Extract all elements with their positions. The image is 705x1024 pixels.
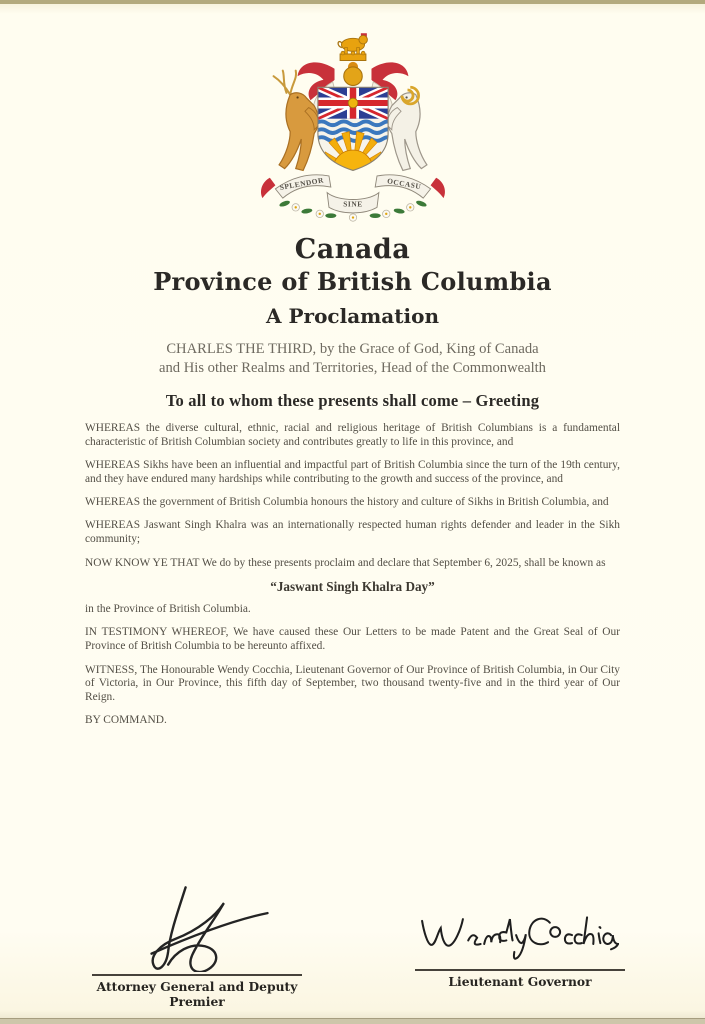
royal-style: [0, 340, 705, 378]
crest-lion: [338, 33, 367, 60]
testimony-paragraph: IN TESTIMONY WHEREOF, We have caused these Our Letters to be made Patent and the Great Seal of Our Province of British Columbia to be hereunto affixed.: [85, 626, 620, 653]
proclaimed-day-title: “Jaswant Singh Khalra Day”: [270, 578, 435, 594]
royal-style-line1: CHARLES THE THIRD, by the Grace of God, King of Canada: [166, 341, 539, 357]
whereas-paragraph-2: WHEREAS Sikhs have been an influential and impactful part of British Columbia since the turn of the 19th century, and they have endured many hardships while contributing to the growth and success of the province, and: [85, 459, 620, 485]
country-title: Canada: [294, 234, 411, 265]
lieutenant-governor-title: Lieutenant Governor: [448, 973, 592, 989]
attorney-general-signature: [124, 880, 284, 972]
signature-line: [92, 974, 302, 976]
helm: [343, 62, 361, 86]
whereas-paragraph-1: WHEREAS the diverse cultural, ethnic, racial and religious heritage of British Columbians is a fundamental characteristic of British Columbian society and contributes greatly to life in this province, and: [85, 422, 620, 448]
witness-paragraph: WITNESS, The Honourable Wendy Cocchia, Lieutenant Governor of Our Province of British Columbia, in Our City of Victoria, in Our Province, this fifth day of September, two thousand twenty-five and in the third year of Our Reign.: [85, 663, 620, 704]
document-type-title: A Proclamation: [266, 304, 439, 328]
greeting-line: To all to whom these presents shall come – Greeting: [165, 391, 540, 410]
motto-ribbon: [261, 175, 445, 213]
proclamation-body: [85, 422, 620, 728]
signature-block-attorney-general: [92, 880, 302, 1009]
supporter-ram: [387, 87, 426, 170]
now-know-ye-paragraph: NOW KNOW YE THAT We do by these presents proclaim and declare that September 6, 2025, shall be known as: [85, 556, 606, 569]
page-edge-bottom: [0, 1018, 705, 1024]
whereas-paragraph-3: WHEREAS the government of British Columbia honours the history and culture of Sikhs in British Columbia, and: [85, 496, 609, 509]
attorney-general-title: Attorney General and Deputy Premier: [96, 978, 298, 1009]
by-command-line: BY COMMAND.: [85, 714, 167, 727]
province-title: Province of British Columbia: [153, 267, 552, 296]
wendy-cocchia-signature: [415, 905, 619, 967]
shield: [316, 87, 394, 174]
in-the-province-line: in the Province of British Columbia.: [85, 603, 251, 616]
royal-style-line2: and His other Realms and Territories, Head of the Commonwealth: [159, 360, 546, 376]
motto-word-splendor: SPLENDOR: [278, 175, 324, 192]
signature-block-lieutenant-governor: [415, 905, 625, 989]
motto-word-sine: SINE: [342, 199, 363, 209]
coat-of-arms: [242, 30, 464, 224]
whereas-paragraph-4: WHEREAS Jaswant Singh Khalra was an internationally respected human rights defender and leader in the Sikh community;: [85, 519, 620, 546]
page-edge-top: [0, 0, 705, 4]
signature-line: [415, 969, 625, 971]
motto-word-occasu: OCCASU: [385, 176, 422, 192]
supporter-elk: [273, 71, 318, 171]
